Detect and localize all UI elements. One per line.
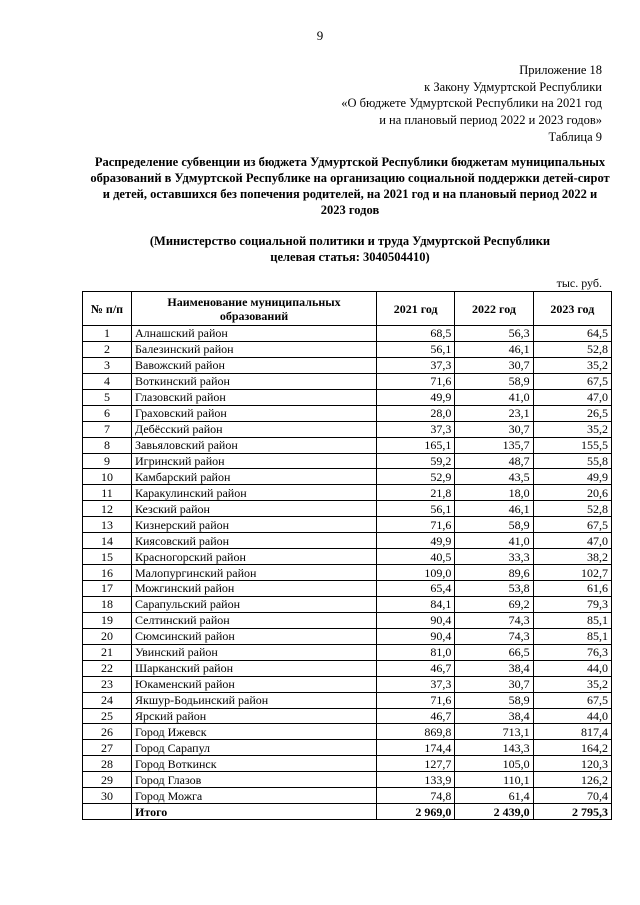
cell-2021: 46,7 <box>377 660 455 676</box>
appendix-line-4: и на плановый период 2022 и 2023 годов» <box>379 112 602 127</box>
cell-name: Кизнерский район <box>132 517 377 533</box>
cell-name: Каракулинский район <box>132 485 377 501</box>
cell-2023: 61,6 <box>533 581 611 597</box>
cell-num: 11 <box>83 485 132 501</box>
cell-num: 18 <box>83 596 132 612</box>
cell-2023: 52,8 <box>533 341 611 357</box>
cell-2021: 109,0 <box>377 565 455 581</box>
total-2022: 2 439,0 <box>455 804 533 820</box>
appendix-block <box>341 62 602 128</box>
cell-2021: 56,1 <box>377 501 455 517</box>
table-row <box>83 692 612 708</box>
table-row <box>83 517 612 533</box>
table-row <box>83 708 612 724</box>
appendix-line-1: Приложение 18 <box>519 63 602 77</box>
cell-num: 25 <box>83 708 132 724</box>
cell-name: Камбарский район <box>132 469 377 485</box>
cell-num: 2 <box>83 341 132 357</box>
cell-num: 17 <box>83 581 132 597</box>
cell-num: 6 <box>83 405 132 421</box>
cell-name: Красногорский район <box>132 549 377 565</box>
total-2021: 2 969,0 <box>377 804 455 820</box>
cell-2023: 67,5 <box>533 517 611 533</box>
cell-2021: 21,8 <box>377 485 455 501</box>
cell-num: 10 <box>83 469 132 485</box>
cell-name: Город Воткинск <box>132 756 377 772</box>
table-row <box>83 326 612 342</box>
cell-2023: 47,0 <box>533 389 611 405</box>
cell-2022: 713,1 <box>455 724 533 740</box>
table-row <box>83 469 612 485</box>
table-row <box>83 644 612 660</box>
cell-2023: 102,7 <box>533 565 611 581</box>
cell-2022: 48,7 <box>455 453 533 469</box>
table-row <box>83 596 612 612</box>
cell-2023: 76,3 <box>533 644 611 660</box>
cell-2023: 26,5 <box>533 405 611 421</box>
cell-2022: 66,5 <box>455 644 533 660</box>
header-2023: 2023 год <box>533 292 611 326</box>
cell-2023: 126,2 <box>533 772 611 788</box>
table-row <box>83 453 612 469</box>
cell-num: 13 <box>83 517 132 533</box>
units-label: тыс. руб. <box>556 276 602 290</box>
cell-name: Якшур-Бодьинский район <box>132 692 377 708</box>
cell-2022: 46,1 <box>455 501 533 517</box>
cell-name: Завьяловский район <box>132 437 377 453</box>
cell-2022: 33,3 <box>455 549 533 565</box>
table-row <box>83 421 612 437</box>
cell-2022: 30,7 <box>455 357 533 373</box>
total-row <box>83 804 612 820</box>
cell-2021: 71,6 <box>377 373 455 389</box>
table-row <box>83 756 612 772</box>
cell-2021: 40,5 <box>377 549 455 565</box>
cell-2021: 127,7 <box>377 756 455 772</box>
table-row <box>83 357 612 373</box>
cell-2023: 44,0 <box>533 660 611 676</box>
cell-2023: 55,8 <box>533 453 611 469</box>
cell-2022: 56,3 <box>455 326 533 342</box>
cell-2022: 38,4 <box>455 660 533 676</box>
cell-2021: 71,6 <box>377 517 455 533</box>
subvention-table <box>82 291 612 820</box>
cell-name: Увинский район <box>132 644 377 660</box>
cell-2021: 133,9 <box>377 772 455 788</box>
cell-2023: 35,2 <box>533 676 611 692</box>
cell-2022: 58,9 <box>455 692 533 708</box>
cell-num: 3 <box>83 357 132 373</box>
cell-name: Селтинский район <box>132 612 377 628</box>
cell-2021: 49,9 <box>377 389 455 405</box>
cell-2021: 90,4 <box>377 628 455 644</box>
cell-num: 29 <box>83 772 132 788</box>
cell-2022: 53,8 <box>455 581 533 597</box>
cell-2022: 74,3 <box>455 628 533 644</box>
cell-2022: 30,7 <box>455 676 533 692</box>
cell-2023: 35,2 <box>533 357 611 373</box>
table-row <box>83 660 612 676</box>
table-row <box>83 373 612 389</box>
cell-2022: 61,4 <box>455 788 533 804</box>
cell-2021: 59,2 <box>377 453 455 469</box>
table-row <box>83 341 612 357</box>
cell-name: Ярский район <box>132 708 377 724</box>
cell-2023: 52,8 <box>533 501 611 517</box>
cell-name: Шарканский район <box>132 660 377 676</box>
cell-2023: 49,9 <box>533 469 611 485</box>
cell-num: 8 <box>83 437 132 453</box>
table-row <box>83 772 612 788</box>
ministry-line-2: целевая статья: 3040504410) <box>270 250 430 264</box>
cell-2022: 74,3 <box>455 612 533 628</box>
cell-num: 28 <box>83 756 132 772</box>
cell-2022: 23,1 <box>455 405 533 421</box>
table-row <box>83 405 612 421</box>
header-name: Наименование муниципальных образований <box>132 292 377 326</box>
cell-2023: 20,6 <box>533 485 611 501</box>
cell-2021: 46,7 <box>377 708 455 724</box>
cell-2021: 56,1 <box>377 341 455 357</box>
cell-num: 15 <box>83 549 132 565</box>
cell-2023: 64,5 <box>533 326 611 342</box>
table-row <box>83 533 612 549</box>
cell-2022: 18,0 <box>455 485 533 501</box>
cell-2021: 49,9 <box>377 533 455 549</box>
cell-name: Город Можга <box>132 788 377 804</box>
cell-2021: 68,5 <box>377 326 455 342</box>
header-2021: 2021 год <box>377 292 455 326</box>
cell-2022: 41,0 <box>455 533 533 549</box>
cell-2023: 120,3 <box>533 756 611 772</box>
cell-num: 7 <box>83 421 132 437</box>
appendix-line-2: к Закону Удмуртской Республики <box>424 79 602 94</box>
table-row <box>83 565 612 581</box>
document-title: Распределение субвенции из бюджета Удмуртской Республики бюджетам муниципальных образований в Удмуртской Республике на организацию социальной поддержки детей-сирот и детей, оставшихся без попечения родителей, на 2021 год и на плановый период 2022 и 2023 годов <box>90 155 610 217</box>
cell-2021: 71,6 <box>377 692 455 708</box>
cell-2023: 70,4 <box>533 788 611 804</box>
cell-name: Балезинский район <box>132 341 377 357</box>
cell-num: 12 <box>83 501 132 517</box>
cell-name: Вавожский район <box>132 357 377 373</box>
cell-2022: 43,5 <box>455 469 533 485</box>
cell-name: Юкаменский район <box>132 676 377 692</box>
table-row <box>83 549 612 565</box>
cell-2023: 817,4 <box>533 724 611 740</box>
cell-2021: 74,8 <box>377 788 455 804</box>
cell-num: 4 <box>83 373 132 389</box>
total-label: Итого <box>132 804 377 820</box>
ministry-line-1: (Министерство социальной политики и труда Удмуртской Республики <box>149 234 551 248</box>
ministry-block <box>90 233 610 265</box>
total-num-cell <box>83 804 132 820</box>
cell-name: Малопургинский район <box>132 565 377 581</box>
cell-2023: 67,5 <box>533 373 611 389</box>
cell-num: 21 <box>83 644 132 660</box>
cell-name: Город Сарапул <box>132 740 377 756</box>
cell-2023: 67,5 <box>533 692 611 708</box>
table-row <box>83 788 612 804</box>
cell-num: 30 <box>83 788 132 804</box>
cell-num: 14 <box>83 533 132 549</box>
cell-name: Глазовский район <box>132 389 377 405</box>
cell-2022: 38,4 <box>455 708 533 724</box>
cell-2021: 52,9 <box>377 469 455 485</box>
table-label: Таблица 9 <box>548 130 602 144</box>
cell-2022: 143,3 <box>455 740 533 756</box>
cell-2021: 37,3 <box>377 676 455 692</box>
appendix-line-3: «О бюджете Удмуртской Республики на 2021 год <box>341 96 602 110</box>
cell-2021: 869,8 <box>377 724 455 740</box>
cell-name: Граховский район <box>132 405 377 421</box>
cell-2021: 84,1 <box>377 596 455 612</box>
cell-name: Киясовский район <box>132 533 377 549</box>
cell-num: 19 <box>83 612 132 628</box>
table-row <box>83 724 612 740</box>
cell-2022: 69,2 <box>455 596 533 612</box>
cell-2023: 44,0 <box>533 708 611 724</box>
cell-2022: 58,9 <box>455 373 533 389</box>
cell-2023: 47,0 <box>533 533 611 549</box>
cell-num: 20 <box>83 628 132 644</box>
table-body <box>83 326 612 804</box>
cell-2021: 28,0 <box>377 405 455 421</box>
header-num: № п/п <box>83 292 132 326</box>
table-row <box>83 740 612 756</box>
page-number: 9 <box>316 28 324 43</box>
cell-num: 1 <box>83 326 132 342</box>
cell-2022: 30,7 <box>455 421 533 437</box>
cell-name: Игринский район <box>132 453 377 469</box>
table-row <box>83 612 612 628</box>
cell-2022: 110,1 <box>455 772 533 788</box>
cell-2022: 105,0 <box>455 756 533 772</box>
cell-2022: 58,9 <box>455 517 533 533</box>
cell-2022: 46,1 <box>455 341 533 357</box>
cell-2023: 35,2 <box>533 421 611 437</box>
cell-2021: 37,3 <box>377 421 455 437</box>
cell-2021: 90,4 <box>377 612 455 628</box>
table-row <box>83 389 612 405</box>
cell-name: Сарапульский район <box>132 596 377 612</box>
total-2023: 2 795,3 <box>533 804 611 820</box>
cell-2022: 41,0 <box>455 389 533 405</box>
header-2022: 2022 год <box>455 292 533 326</box>
cell-name: Дебёсский район <box>132 421 377 437</box>
table-row <box>83 676 612 692</box>
cell-2021: 65,4 <box>377 581 455 597</box>
cell-num: 5 <box>83 389 132 405</box>
cell-name: Кезский район <box>132 501 377 517</box>
table-row <box>83 485 612 501</box>
cell-2021: 37,3 <box>377 357 455 373</box>
cell-2023: 164,2 <box>533 740 611 756</box>
cell-2022: 135,7 <box>455 437 533 453</box>
cell-2022: 89,6 <box>455 565 533 581</box>
cell-num: 22 <box>83 660 132 676</box>
cell-2021: 174,4 <box>377 740 455 756</box>
cell-name: Можгинский район <box>132 581 377 597</box>
table-row <box>83 581 612 597</box>
cell-name: Сюмсинский район <box>132 628 377 644</box>
cell-num: 9 <box>83 453 132 469</box>
cell-2023: 85,1 <box>533 628 611 644</box>
cell-2021: 81,0 <box>377 644 455 660</box>
cell-num: 26 <box>83 724 132 740</box>
table-row <box>83 437 612 453</box>
cell-num: 23 <box>83 676 132 692</box>
cell-2021: 165,1 <box>377 437 455 453</box>
cell-2023: 38,2 <box>533 549 611 565</box>
cell-name: Воткинский район <box>132 373 377 389</box>
cell-name: Алнашский район <box>132 326 377 342</box>
cell-num: 16 <box>83 565 132 581</box>
cell-2023: 155,5 <box>533 437 611 453</box>
cell-num: 27 <box>83 740 132 756</box>
table-row <box>83 628 612 644</box>
cell-2023: 79,3 <box>533 596 611 612</box>
cell-num: 24 <box>83 692 132 708</box>
cell-name: Город Глазов <box>132 772 377 788</box>
cell-2023: 85,1 <box>533 612 611 628</box>
table-row <box>83 501 612 517</box>
table-header-row <box>83 292 612 326</box>
cell-name: Город Ижевск <box>132 724 377 740</box>
